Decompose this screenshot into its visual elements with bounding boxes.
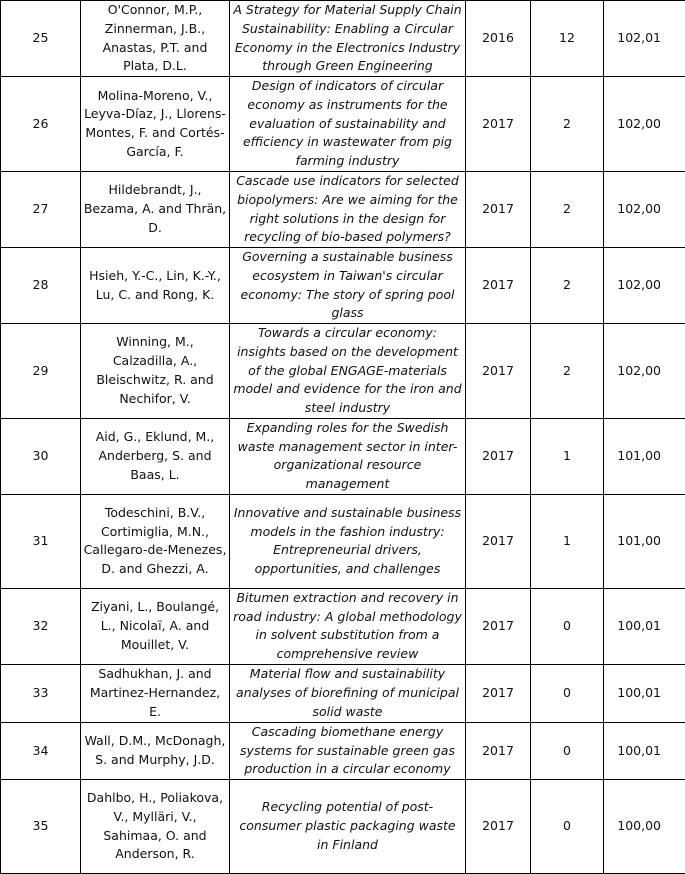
title-cell: Innovative and sustainable business models in the fashion industry: Entrepreneurial drivers, opportunities, and challenges xyxy=(230,494,466,588)
authors-cell: Sadhukhan, J. and Martinez-Hernandez, E. xyxy=(81,664,230,722)
title-cell: Expanding roles for the Swedish waste management sector in inter-organizational resource management xyxy=(230,418,466,494)
authors-cell: Molina-Moreno, V., Leyva-Díaz, J., Llorens-Montes, F. and Cortés-García, F. xyxy=(81,77,230,172)
row-number: 34 xyxy=(1,722,81,779)
title-cell: A Strategy for Material Supply Chain Sustainability: Enabling a Circular Economy in the Electronics Industry through Green Engineering xyxy=(230,1,466,77)
table-row xyxy=(1,780,685,874)
title-cell: Cascade use indicators for selected biopolymers: Are we aiming for the right solutions in the design for recycling of bio-based polymers? xyxy=(230,172,466,248)
value-cell: 101,00 xyxy=(604,494,685,588)
citations-cell: 0 xyxy=(531,664,604,722)
citations-cell: 0 xyxy=(531,722,604,779)
title-cell: Towards a circular economy: insights based on the development of the global ENGAGE-materials model and evidence for the iron and steel industry xyxy=(230,324,466,419)
authors-cell: Ziyani, L., Boulangé, L., Nicolaï, A. and Mouillet, V. xyxy=(81,588,230,664)
year-cell: 2017 xyxy=(466,77,531,172)
value-cell: 100,01 xyxy=(604,664,685,722)
year-cell: 2017 xyxy=(466,248,531,324)
year-cell: 2017 xyxy=(466,664,531,722)
year-cell: 2017 xyxy=(466,324,531,419)
value-cell: 102,00 xyxy=(604,324,685,419)
authors-cell: O'Connor, M.P., Zinnerman, J.B., Anastas, P.T. and Plata, D.L. xyxy=(81,1,230,77)
authors-cell: Todeschini, B.V., Cortimiglia, M.N., Callegaro-de-Menezes, D. and Ghezzi, A. xyxy=(81,494,230,588)
title-cell: Material flow and sustainability analyses of biorefining of municipal solid waste xyxy=(230,664,466,722)
row-number: 30 xyxy=(1,418,81,494)
authors-cell: Hildebrandt, J., Bezama, A. and Thrän, D. xyxy=(81,172,230,248)
citations-cell: 2 xyxy=(531,172,604,248)
year-cell: 2017 xyxy=(466,494,531,588)
row-number: 27 xyxy=(1,172,81,248)
value-cell: 102,00 xyxy=(604,77,685,172)
year-cell: 2016 xyxy=(466,1,531,77)
citations-cell: 0 xyxy=(531,780,604,874)
row-number: 26 xyxy=(1,77,81,172)
year-cell: 2017 xyxy=(466,780,531,874)
table-row xyxy=(1,664,685,722)
value-cell: 100,01 xyxy=(604,722,685,779)
table-row xyxy=(1,588,685,664)
authors-cell: Dahlbo, H., Poliakova, V., Mylläri, V., Sahimaa, O. and Anderson, R. xyxy=(81,780,230,874)
year-cell: 2017 xyxy=(466,722,531,779)
authors-cell: Winning, M., Calzadilla, A., Bleischwitz, R. and Nechifor, V. xyxy=(81,324,230,419)
table-row xyxy=(1,494,685,588)
title-cell: Design of indicators of circular economy as instruments for the evaluation of sustainability and efficiency in wastewater from pig farming industry xyxy=(230,77,466,172)
authors-cell: Wall, D.M., McDonagh, S. and Murphy, J.D. xyxy=(81,722,230,779)
value-cell: 101,00 xyxy=(604,418,685,494)
table-row xyxy=(1,418,685,494)
row-number: 25 xyxy=(1,1,81,77)
citations-cell: 2 xyxy=(531,248,604,324)
value-cell: 100,01 xyxy=(604,588,685,664)
value-cell: 102,01 xyxy=(604,1,685,77)
citations-cell: 2 xyxy=(531,324,604,419)
row-number: 31 xyxy=(1,494,81,588)
row-number: 35 xyxy=(1,780,81,874)
year-cell: 2017 xyxy=(466,588,531,664)
table-row xyxy=(1,248,685,324)
table-row xyxy=(1,1,685,77)
title-cell: Governing a sustainable business ecosystem in Taiwan's circular economy: The story of spring pool glass xyxy=(230,248,466,324)
table-row xyxy=(1,77,685,172)
authors-cell: Aid, G., Eklund, M., Anderberg, S. and Baas, L. xyxy=(81,418,230,494)
row-number: 32 xyxy=(1,588,81,664)
citations-cell: 1 xyxy=(531,494,604,588)
row-number: 33 xyxy=(1,664,81,722)
value-cell: 100,00 xyxy=(604,780,685,874)
citations-cell: 0 xyxy=(531,588,604,664)
year-cell: 2017 xyxy=(466,418,531,494)
title-cell: Cascading biomethane energy systems for sustainable green gas production in a circular economy xyxy=(230,722,466,779)
table-row xyxy=(1,324,685,419)
row-number: 29 xyxy=(1,324,81,419)
citations-cell: 12 xyxy=(531,1,604,77)
citations-cell: 1 xyxy=(531,418,604,494)
authors-cell: Hsieh, Y.-C., Lin, K.-Y., Lu, C. and Rong, K. xyxy=(81,248,230,324)
value-cell: 102,00 xyxy=(604,172,685,248)
year-cell: 2017 xyxy=(466,172,531,248)
row-number: 28 xyxy=(1,248,81,324)
table-row xyxy=(1,722,685,779)
value-cell: 102,00 xyxy=(604,248,685,324)
citations-cell: 2 xyxy=(531,77,604,172)
title-cell: Recycling potential of post-consumer plastic packaging waste in Finland xyxy=(230,780,466,874)
title-cell: Bitumen extraction and recovery in road industry: A global methodology in solvent substitution from a comprehensive review xyxy=(230,588,466,664)
table-row xyxy=(1,172,685,248)
